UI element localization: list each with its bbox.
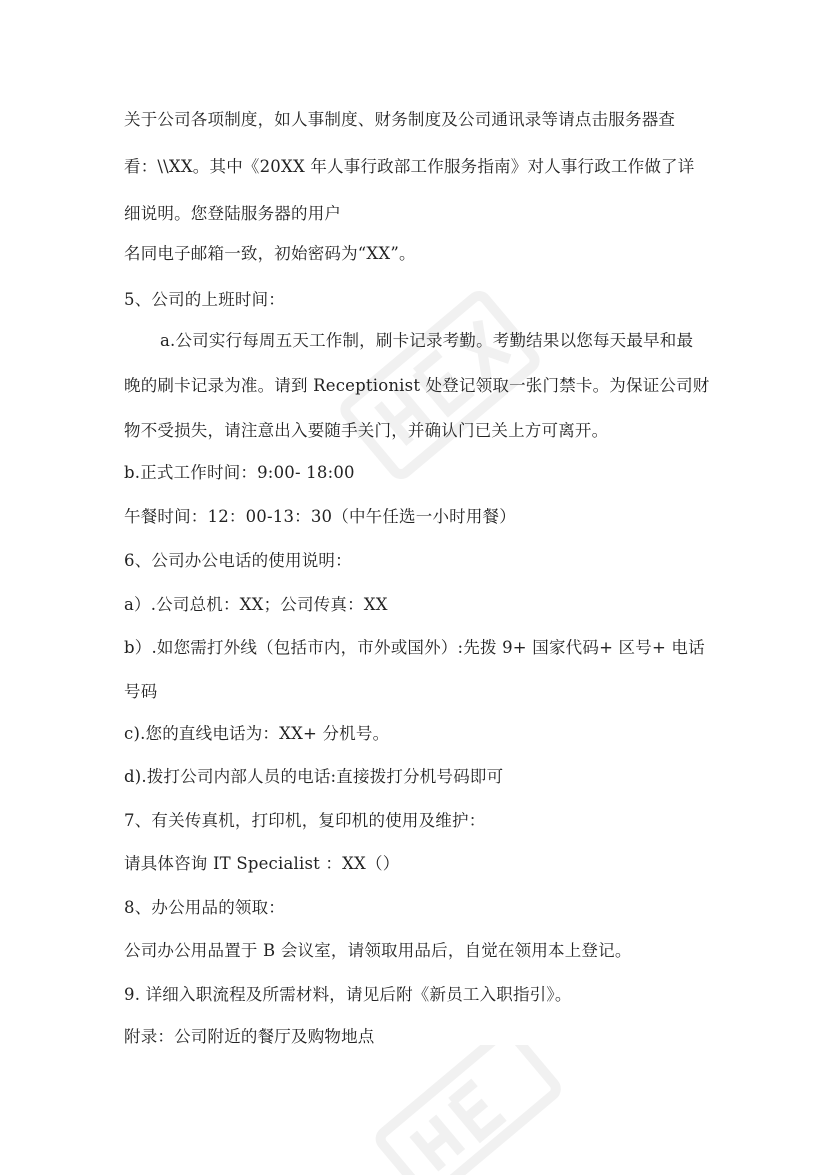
section-heading: 8、办公用品的领取： xyxy=(124,898,285,917)
section-heading: 5、公司的上班时间： xyxy=(124,290,285,309)
paragraph-line: 关于公司各项制度，如人事制度、财务制度及公司通讯录等请点击服务器查 xyxy=(124,110,676,129)
paragraph-line: 看：\\XX。其中《20XX 年人事行政部工作服务指南》对人事行政工作做了详 xyxy=(124,157,695,176)
paragraph-line: 号码 xyxy=(124,682,158,701)
paragraph-line: b.正式工作时间：9:00- 18:00 xyxy=(124,463,355,482)
paragraph-line: 附录：公司附近的餐厅及购物地点 xyxy=(124,1027,375,1046)
paragraph-line: 请具体咨询 IT Specialist ：XX（） xyxy=(124,854,400,873)
section-heading: 7、有关传真机，打印机，复印机的使用及维护： xyxy=(124,811,486,830)
paragraph-line: a）.公司总机：XX；公司传真：XX xyxy=(124,595,388,614)
paragraph-line: 细说明。您登陆服务器的用户 xyxy=(124,204,342,223)
paragraph-line: 午餐时间：12：00-13：30（中午任选一小时用餐） xyxy=(124,507,516,526)
paragraph-line: c).您的直线电话为：XX+ 分机号。 xyxy=(124,724,390,743)
watermark-stamp xyxy=(350,1045,580,1175)
paragraph-line: 晚的刷卡记录为准。请到 Receptionist 处登记领取一张门禁卡。为保证公司财 xyxy=(124,376,710,395)
paragraph-line: 9. 详细入职流程及所需材料，请见后附《新员工入职指引》。 xyxy=(124,985,572,1004)
paragraph-line: a.公司实行每周五天工作制，刷卡记录考勤。考勤结果以您每天最早和最 xyxy=(160,331,694,350)
paragraph-line: 物不受损失，请注意出入要随手关门，并确认门已关上方可离开。 xyxy=(124,421,609,440)
paragraph-line: 名同电子邮箱一致，初始密码为“XX”。 xyxy=(124,244,416,263)
paragraph-line: 公司办公用品置于 B 会议室，请领取用品后，自觉在领用本上登记。 xyxy=(124,941,632,960)
section-heading: 6、公司办公电话的使用说明： xyxy=(124,551,352,570)
paragraph-line: d).拨打公司内部人员的电话:直接拨打分机号码即可 xyxy=(124,767,504,786)
paragraph-line: b）.如您需打外线（包括市内，市外或国外）:先拨 9+ 国家代码+ 区号+ 电话 xyxy=(124,638,705,657)
